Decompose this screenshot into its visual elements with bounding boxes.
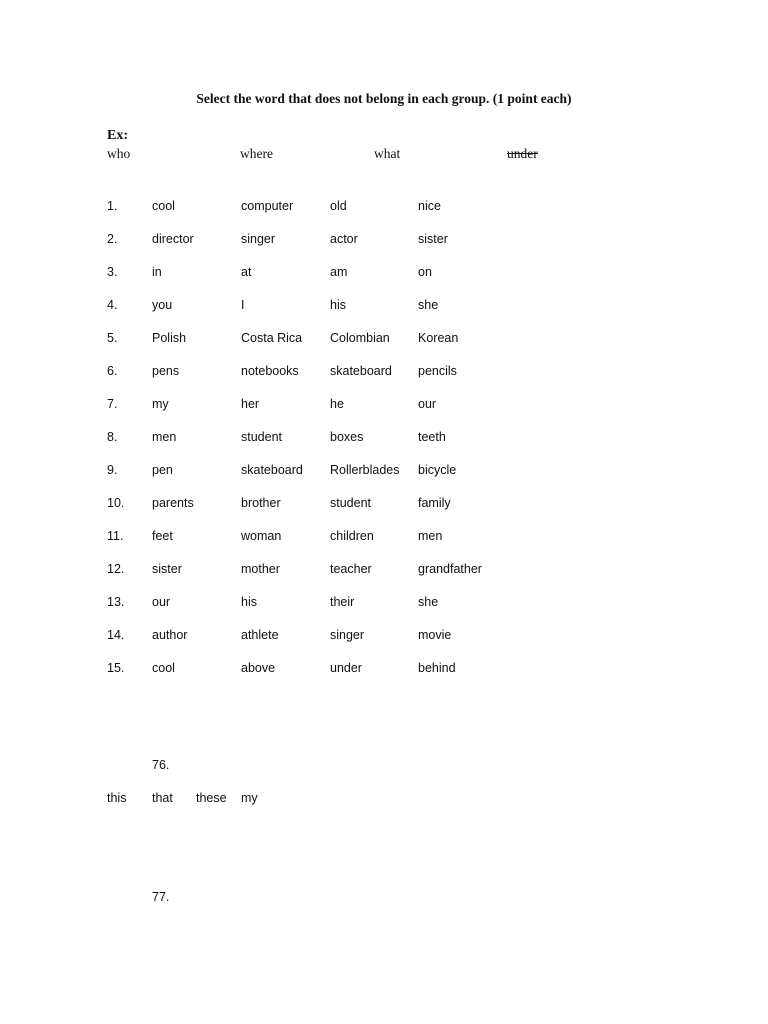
option-word: pencils <box>418 364 457 378</box>
option-word: pens <box>152 364 180 378</box>
option-word: singer <box>241 232 276 246</box>
option-word: Korean <box>418 331 459 345</box>
question-number: 2. <box>107 232 118 246</box>
option-word: she <box>418 595 439 609</box>
question-row <box>0 199 768 232</box>
option-word: sister <box>418 232 448 246</box>
option-word: brother <box>241 496 281 510</box>
option-word: under <box>330 661 362 675</box>
option-word: at <box>241 265 252 279</box>
page-title: Select the word that does not belong in each group. (1 point each) <box>196 91 572 106</box>
option-word: behind <box>418 661 456 675</box>
option-word: old <box>330 199 347 213</box>
option-word: in <box>152 265 162 279</box>
option-word: above <box>241 661 276 675</box>
option-word: Rollerblades <box>330 463 400 477</box>
option-word: her <box>241 397 260 411</box>
question-76-number: 76. <box>152 758 170 772</box>
question-number: 1. <box>107 199 118 213</box>
question-list <box>0 199 768 694</box>
option-word: my <box>152 397 169 411</box>
option-word: she <box>418 298 439 312</box>
question-number: 15. <box>107 661 125 675</box>
option-word: nice <box>418 199 441 213</box>
question-76-word: this <box>107 791 127 805</box>
option-word: Costa Rica <box>241 331 303 345</box>
question-row <box>0 496 768 529</box>
option-word: Colombian <box>330 331 390 345</box>
option-word: you <box>152 298 173 312</box>
question-row <box>0 298 768 331</box>
question-row <box>0 595 768 628</box>
option-word: men <box>418 529 443 543</box>
option-word: director <box>152 232 194 246</box>
option-word: student <box>330 496 372 510</box>
option-word: teacher <box>330 562 372 576</box>
question-number: 9. <box>107 463 118 477</box>
option-word: men <box>152 430 177 444</box>
question-row <box>0 562 768 595</box>
option-word: computer <box>241 199 294 213</box>
question-number: 8. <box>107 430 118 444</box>
question-77-number: 77. <box>152 890 170 904</box>
option-word: sister <box>152 562 182 576</box>
question-row <box>0 331 768 364</box>
question-number: 12. <box>107 562 125 576</box>
option-word: cool <box>152 199 175 213</box>
option-word: his <box>241 595 257 609</box>
option-word: woman <box>241 529 282 543</box>
question-number: 4. <box>107 298 118 312</box>
option-word: children <box>330 529 374 543</box>
question-row <box>0 463 768 496</box>
option-word: skateboard <box>241 463 303 477</box>
example-answer-word: under <box>507 146 538 161</box>
option-word: student <box>241 430 283 444</box>
option-word: singer <box>330 628 365 642</box>
example-label: Ex: <box>107 128 128 143</box>
option-word: parents <box>152 496 194 510</box>
option-word: mother <box>241 562 280 576</box>
question-row <box>0 628 768 661</box>
example-word: who <box>107 146 131 161</box>
question-row <box>0 364 768 397</box>
option-word: his <box>330 298 346 312</box>
example-word: what <box>374 146 401 161</box>
option-word: grandfather <box>418 562 482 576</box>
option-word: on <box>418 265 432 279</box>
question-76-word: these <box>196 791 227 805</box>
option-word: our <box>152 595 171 609</box>
option-word: family <box>418 496 451 510</box>
option-word: he <box>330 397 344 411</box>
question-number: 10. <box>107 496 125 510</box>
option-word: teeth <box>418 430 446 444</box>
question-row <box>0 661 768 694</box>
option-word: I <box>241 298 245 312</box>
question-number: 6. <box>107 364 118 378</box>
question-number: 13. <box>107 595 125 609</box>
option-word: boxes <box>330 430 364 444</box>
question-row <box>0 397 768 430</box>
option-word: bicycle <box>418 463 457 477</box>
question-76-word: my <box>241 791 258 805</box>
option-word: author <box>152 628 188 642</box>
option-word: movie <box>418 628 452 642</box>
option-word: athlete <box>241 628 279 642</box>
question-76-word: that <box>152 791 173 805</box>
option-word: pen <box>152 463 173 477</box>
option-word: skateboard <box>330 364 392 378</box>
question-number: 14. <box>107 628 125 642</box>
question-row <box>0 430 768 463</box>
question-number: 5. <box>107 331 118 345</box>
option-word: feet <box>152 529 173 543</box>
question-row <box>0 232 768 265</box>
option-word: Polish <box>152 331 187 345</box>
option-word: cool <box>152 661 175 675</box>
example-word: where <box>240 146 273 161</box>
option-word: our <box>418 397 437 411</box>
option-word: actor <box>330 232 358 246</box>
example-row <box>0 146 768 164</box>
question-number: 7. <box>107 397 118 411</box>
question-row <box>0 265 768 298</box>
question-number: 3. <box>107 265 118 279</box>
option-word: their <box>330 595 355 609</box>
option-word: notebooks <box>241 364 299 378</box>
option-word: am <box>330 265 348 279</box>
question-number: 11. <box>107 529 124 543</box>
question-row <box>0 529 768 562</box>
